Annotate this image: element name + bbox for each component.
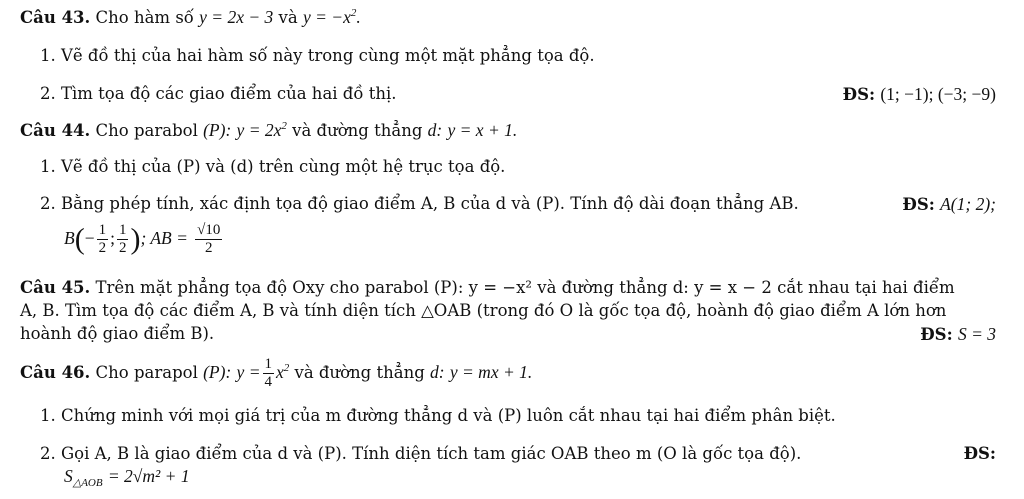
minus-sign: − — [84, 228, 95, 248]
question-43-heading — [20, 6, 1024, 29]
exponent: 2 — [350, 7, 357, 19]
paren-close: ) — [130, 222, 141, 256]
question-label: Câu 46. — [20, 363, 91, 382]
answer-44-continuation — [64, 218, 1024, 259]
exponent: 2 — [283, 362, 290, 374]
formula — [303, 7, 361, 27]
fraction — [117, 222, 129, 257]
formula-base: x — [276, 362, 284, 382]
fraction — [195, 222, 222, 257]
item-text: Vẽ đồ thị của (P) và (d) trên cùng một hệ trục tọa độ. — [61, 157, 506, 176]
formula — [276, 362, 289, 382]
item-44-2 — [40, 193, 1024, 215]
numerator: √10 — [197, 222, 221, 238]
answer-label: ĐS: — [920, 325, 953, 344]
denominator: 2 — [205, 240, 213, 256]
formula-base: y = −x — [302, 7, 351, 27]
answer-46-continuation — [64, 465, 1024, 488]
question-45-line-1 — [20, 277, 1024, 299]
answer-label: ĐS: — [963, 444, 996, 463]
answer — [843, 83, 996, 106]
item-text: Bằng phép tính, xác định tọa độ giao điểm A, B của d và (P). Tính độ dài đoạn thẳng AB. — [61, 194, 799, 213]
item-43-1 — [40, 45, 1024, 67]
question-label: Câu 44. — [20, 121, 91, 140]
denominator: 2 — [118, 240, 127, 256]
item-text: Vẽ đồ thị của hai hàm số này trong cùng một mặt phẳng tọa độ. — [61, 46, 595, 65]
line-name: d: — [430, 362, 445, 382]
answer — [964, 443, 996, 465]
connector-text: và — [278, 8, 298, 27]
paren-open: ( — [74, 222, 85, 256]
point-name: B — [64, 228, 75, 248]
parabol-name: (P): — [203, 120, 232, 140]
question-label: Câu 45. — [20, 278, 91, 297]
question-45-line-2 — [20, 300, 1024, 322]
item-number: 2. — [40, 444, 56, 463]
item-44-1 — [40, 156, 1024, 178]
separator: ; — [110, 228, 115, 248]
item-46-2 — [40, 443, 1024, 465]
area-subscript: △AOB — [72, 477, 103, 489]
ab-label: ; AB = — [140, 228, 188, 248]
fraction — [263, 356, 275, 391]
question-46-heading — [20, 352, 1024, 393]
item-number: 2. — [40, 84, 56, 103]
answer-label: ĐS: — [842, 85, 876, 104]
parabol-name: (P): — [203, 362, 232, 382]
answer-value: A(1; 2); — [940, 194, 996, 214]
answer — [902, 193, 996, 216]
answer-label: ĐS: — [902, 195, 935, 214]
question-label: Câu 43. — [20, 8, 91, 27]
numerator: 1 — [98, 222, 107, 238]
question-text: Cho hàm số — [95, 8, 194, 27]
answer-value: (1; −1); (−3; −9) — [880, 84, 996, 104]
question-text: Cho parabol — [95, 121, 198, 140]
formula: y = x + 1. — [447, 120, 518, 140]
exponent: 2 — [281, 120, 287, 132]
item-number: 1. — [40, 157, 56, 176]
area-symbol — [64, 466, 103, 489]
item-number: 2. — [40, 194, 56, 213]
item-43-2 — [40, 83, 1024, 105]
answer-value: = 2√m² + 1 — [107, 466, 190, 486]
formula-base: y = 2x — [236, 120, 282, 140]
connector-text: và đường thẳng — [292, 121, 423, 140]
formula-lhs: y = — [236, 362, 261, 382]
formula: y = 2x − 3 — [199, 7, 274, 27]
question-44-heading — [20, 119, 1024, 142]
item-46-1 — [40, 405, 1024, 427]
answer-value: S = 3 — [957, 324, 996, 344]
punctuation: . — [356, 7, 361, 27]
question-text: hoành độ giao điểm B). — [20, 324, 215, 343]
numerator: 1 — [264, 356, 272, 372]
question-text: Trên mặt phẳng tọa độ Oxy cho parabol (P): y = −x² và đường thẳng d: y = x − 2 cắt nhau tại hai điểm — [95, 278, 955, 297]
connector-text: và đường thẳng — [294, 363, 425, 382]
question-text: A, B. Tìm tọa độ các điểm A, B và tính diện tích △OAB (trong đó O là gốc tọa độ, hoành độ giao điểm A lớn hơn — [20, 301, 947, 320]
question-text: Cho parapol — [95, 363, 198, 382]
formula: y = mx + 1. — [449, 362, 533, 382]
denominator: 2 — [98, 240, 107, 256]
question-45-line-3 — [20, 323, 1024, 345]
answer — [920, 323, 996, 346]
item-number: 1. — [40, 406, 56, 425]
numerator: 1 — [118, 222, 127, 238]
item-text: Gọi A, B là giao điểm của d và (P). Tính diện tích tam giác OAB theo m (O là gốc tọa độ). — [61, 444, 802, 463]
item-text: Chứng minh với mọi giá trị của m đường thẳng d và (P) luôn cắt nhau tại hai điểm phân biệt. — [61, 406, 836, 425]
denominator: 4 — [264, 374, 272, 390]
formula — [237, 120, 287, 140]
item-number: 1. — [40, 46, 56, 65]
area-letter: S — [64, 466, 73, 486]
fraction — [97, 222, 109, 257]
line-name: d: — [427, 120, 443, 140]
item-text: Tìm tọa độ các giao điểm của hai đồ thị. — [61, 84, 397, 103]
